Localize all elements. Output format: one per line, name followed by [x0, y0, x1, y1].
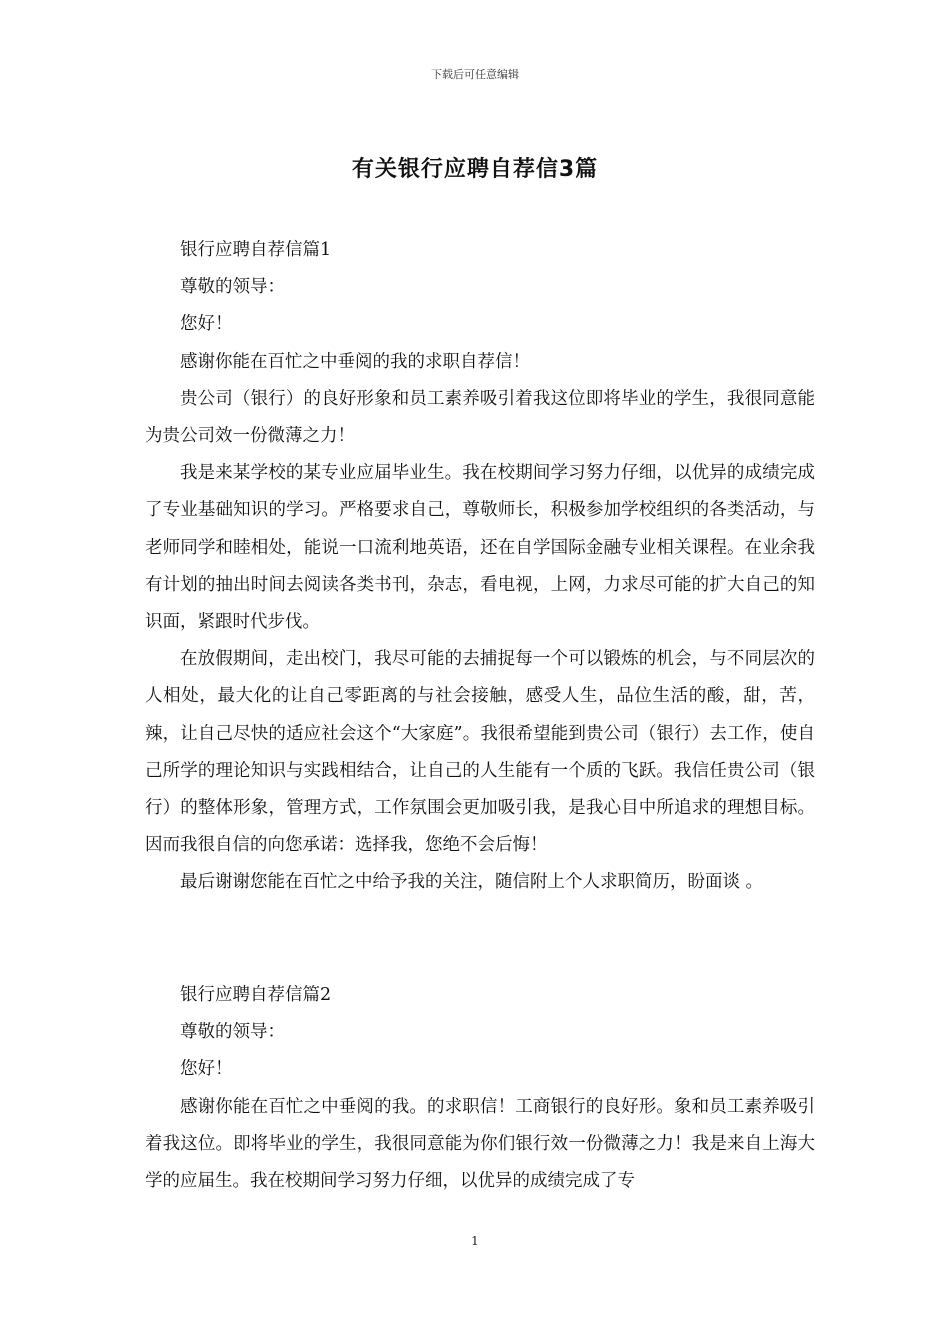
letter-1-paragraph-3: 我是来某学校的某专业应届毕业生。我在校期间学习努力仔细，以优异的成绩完成了专业基础知识的学习。严格要求自己，尊敬师长，积极参加学校组织的各类活动，与老师同学和睦相处，能说一口流利地英语，还在自学国际金融专业相关课程。在业余我有计划的抽出时间去阅读各类书刊，杂志，看电视，上网，力求尽可能的扩大自己的知识面，紧跟时代步伐。: [145, 463, 815, 633]
letter-2-greeting: 您好！: [180, 1059, 233, 1080]
letter-2-salutation: 尊敬的领导：: [180, 1022, 285, 1043]
letter-1: [145, 232, 815, 902]
letter-1-paragraph-2: 贵公司（银行）的良好形象和员工素养吸引着我这位即将毕业的学生，我很同意能为贵公司效一份微薄之力！: [145, 388, 815, 447]
letter-2-paragraph-1: 感谢你能在百忙之中垂阅的我。的求职信！工商银行的良好形。象和员工素养吸引着我这位。即将毕业的学生，我很同意能为你们银行效一份微薄之力！我是来自上海大学的应届生。我在校期间学习努力仔细，以优异的成绩完成了专: [145, 1096, 815, 1192]
letter-2-heading: 银行应聘自荐信篇2: [180, 985, 332, 1005]
letter-1-greeting: 您好！: [180, 314, 233, 335]
document-title: 有关银行应聘自荐信3篇: [351, 157, 599, 182]
letter-2: [145, 977, 815, 1200]
page-number: 1: [471, 1234, 479, 1248]
page-header-note: 下载后可任意编辑: [431, 68, 519, 81]
letter-1-paragraph-5: 最后谢谢您能在百忙之中给予我的关注，随信附上个人求职简历，盼面谈 。: [180, 872, 764, 893]
letter-1-heading: 银行应聘自荐信篇1: [180, 240, 332, 260]
letter-1-paragraph-4: 在放假期间，走出校门，我尽可能的去捕捉每一个可以锻炼的机会，与不同层次的人相处，最大化的让自己零距离的与社会接触，感受人生，品位生活的酸，甜，苦，辣，让自己尽快的适应社会这个“大家庭”。我很希望能到贵公司（银行）去工作，使自己所学的理论知识与实践相结合，让自己的人生能有一个质的飞跃。我信任贵公司（银行）的整体形象，管理方式，工作氛围会更加吸引我，是我心目中所追求的理想目标。因而我很自信的向您承诺：选择我，您绝不会后悔！: [145, 649, 815, 856]
letter-1-salutation: 尊敬的领导：: [180, 277, 285, 298]
letter-1-paragraph-1: 感谢你能在百忙之中垂阅的我的求职自荐信！: [180, 351, 530, 372]
